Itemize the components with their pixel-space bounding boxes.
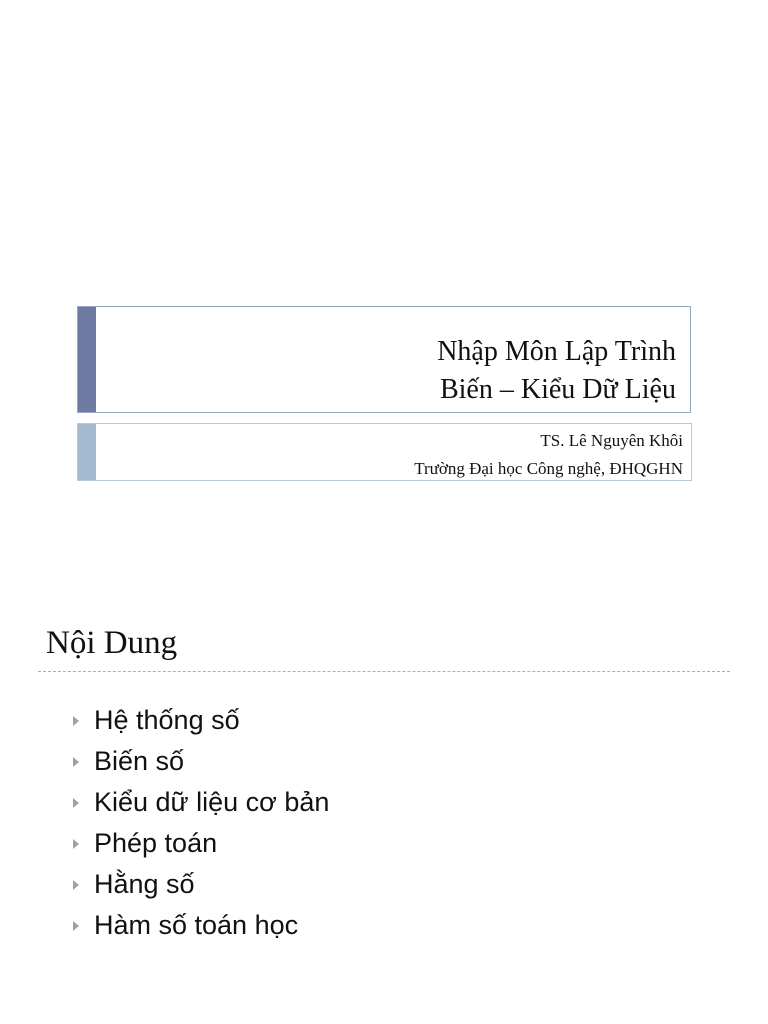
subtitle-accent-bar (78, 424, 96, 480)
slide-title (437, 333, 676, 409)
list-item-label: Hàm số toán học (94, 910, 299, 940)
author-affiliation: Trường Đại học Công nghệ, ĐHQGHN (414, 459, 683, 478)
list-item (70, 864, 329, 905)
title-line-2: Biến – Kiểu Dữ Liệu (439, 374, 676, 405)
list-item-label: Hệ thống số (94, 705, 240, 735)
subtitle-box (77, 423, 692, 481)
list-item-label: Hằng số (94, 869, 195, 899)
title-box (77, 306, 691, 413)
triangle-right-icon (73, 716, 79, 726)
author-name: TS. Lê Nguyên Khôi (540, 431, 683, 450)
contents-list (70, 700, 329, 946)
slide-subtitle (414, 427, 683, 483)
heading-divider (38, 671, 730, 672)
triangle-right-icon (73, 880, 79, 890)
title-line-1: Nhập Môn Lập Trình (437, 336, 676, 367)
list-item (70, 905, 329, 946)
list-item (70, 741, 329, 782)
triangle-right-icon (73, 839, 79, 849)
triangle-right-icon (73, 757, 79, 767)
list-item-label: Phép toán (94, 828, 218, 858)
contents-heading: Nội Dung (46, 625, 178, 661)
triangle-right-icon (73, 921, 79, 931)
triangle-right-icon (73, 798, 79, 808)
title-accent-bar (78, 307, 96, 412)
list-item (70, 823, 329, 864)
list-item (70, 782, 329, 823)
list-item-label: Kiểu dữ liệu cơ bản (94, 787, 330, 817)
list-item-label: Biến số (94, 746, 185, 776)
list-item (70, 700, 329, 741)
